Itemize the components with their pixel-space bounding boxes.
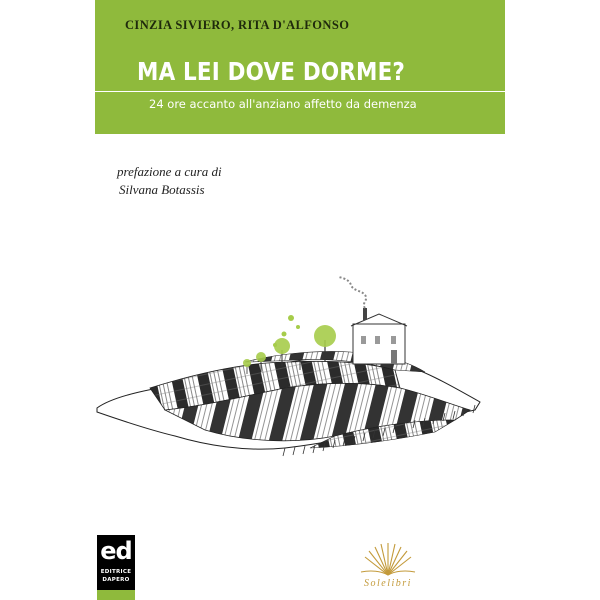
- leaf-dot: [282, 332, 287, 337]
- hill-with-house-and-trees-illustration: [95, 270, 505, 480]
- chimney-smoke: [339, 277, 366, 308]
- imprint-logo: [353, 535, 423, 595]
- book-cover: [95, 0, 505, 600]
- leaf-dot: [288, 315, 294, 321]
- title-band: [95, 0, 505, 134]
- publisher-logo-line1: EDITRICE: [100, 569, 132, 575]
- leaf-dot: [296, 325, 300, 329]
- book-title: MA LEI DOVE DORME?: [137, 57, 406, 86]
- leaf-dot: [273, 343, 277, 347]
- divider-line: [95, 91, 505, 92]
- publisher-logo-stripe: [97, 590, 135, 600]
- house: [351, 308, 407, 364]
- imprint-name: Solelibri: [364, 578, 412, 589]
- publisher-logo: [97, 535, 135, 600]
- authors: CINZIA SIVIERO, RITA D'ALFONSO: [125, 18, 350, 32]
- sun-book-icon: [353, 535, 423, 579]
- preface-label: prefazione a cura di: [117, 164, 222, 179]
- preface-author: Silvana Botassis: [119, 182, 205, 197]
- publisher-logo-letters: ed: [100, 537, 132, 565]
- book-subtitle: 24 ore accanto all'anziano affetto da demenza: [149, 97, 417, 111]
- publisher-logo-line2: DAPERO: [102, 577, 130, 583]
